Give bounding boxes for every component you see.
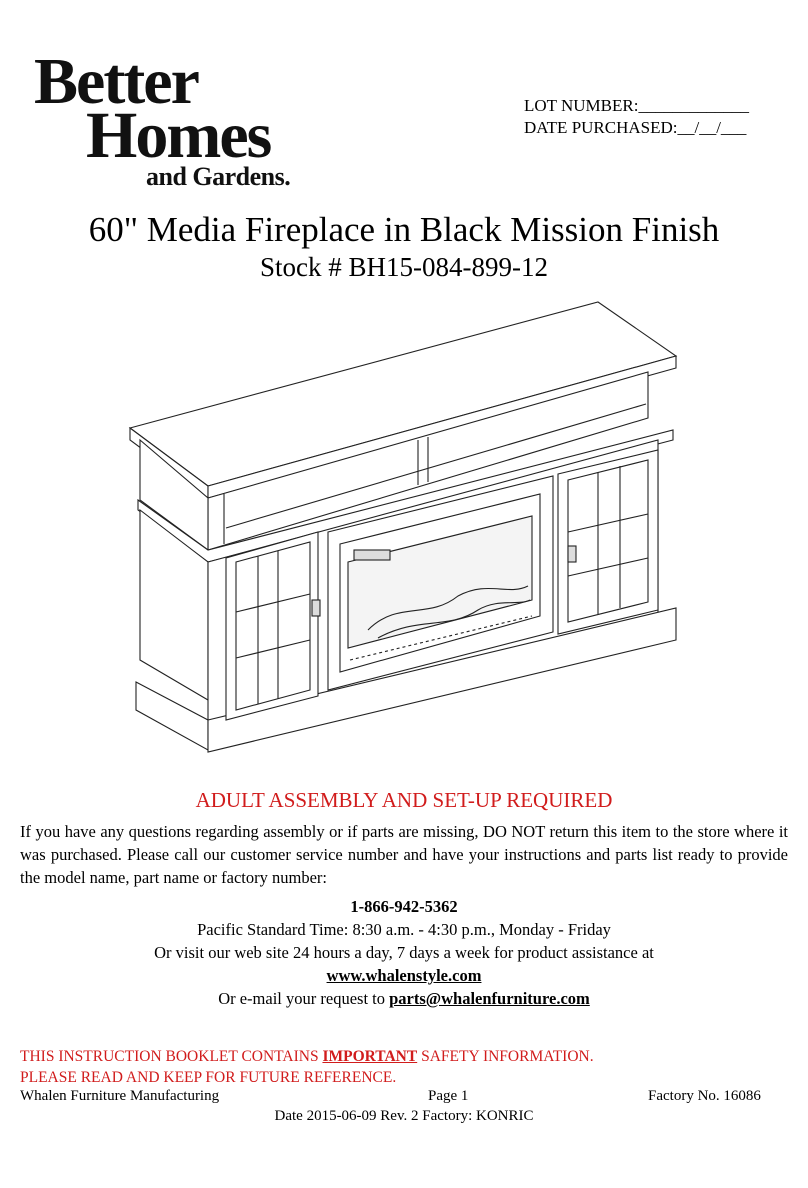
fireplace-illustration: [128, 300, 688, 760]
footer-date: Date 2015-06-09 Rev. 2 Factory: KONRIC: [274, 1108, 534, 1124]
footer-page: Page 1: [428, 1088, 469, 1104]
warning-emphasis: IMPORTANT: [322, 1048, 418, 1065]
brand-logo: [28, 45, 318, 191]
intro-paragraph: If you have any questions regarding assembly or if parts are missing, DO NOT return this item to the store where it was purchased. Please call our customer service number and have your instructions and parts list ready to provide the model name, part name or factory number:: [20, 822, 788, 887]
warning-line-1-pre: THIS INSTRUCTION BOOKLET CONTAINS: [20, 1048, 323, 1065]
lot-number-field: LOT NUMBER:_____________: [524, 96, 749, 115]
logo-line-1: Better: [34, 45, 198, 118]
warning-line-1: [20, 1046, 594, 1067]
warning-line-2: PLEASE READ AND KEEP FOR FUTURE REFERENCE.: [20, 1069, 397, 1086]
product-title: 60" Media Fireplace in Black Mission Finish: [88, 210, 720, 249]
email-row: [0, 989, 808, 1009]
logo-line-2: Homes: [86, 99, 271, 172]
website-row: [0, 966, 808, 986]
stock-number: Stock # BH15-084-899-12: [260, 252, 548, 282]
warning-line-1-post: SAFETY INFORMATION.: [417, 1048, 594, 1065]
website-link[interactable]: www.whalenstyle.com: [326, 966, 482, 985]
lot-info: [524, 95, 749, 139]
footer-company: Whalen Furniture Manufacturing: [20, 1088, 220, 1104]
service-hours: Pacific Standard Time: 8:30 a.m. - 4:30 p.m., Monday - Friday: [197, 920, 611, 939]
logo-line-3: and Gardens.: [146, 162, 291, 191]
website-line: Or visit our web site 24 hours a day, 7 days a week for product assistance at: [154, 943, 654, 962]
date-purchased-field: DATE PURCHASED:__/__/___: [524, 118, 747, 137]
assembly-notice: ADULT ASSEMBLY AND SET-UP REQUIRED: [195, 788, 613, 812]
footer-factory-no: Factory No. 16086: [648, 1088, 761, 1104]
safety-warning: [20, 1046, 594, 1088]
phone-number: 1-866-942-5362: [350, 897, 458, 916]
email-prefix: Or e-mail your request to: [218, 989, 385, 1008]
email-link[interactable]: parts@whalenfurniture.com: [389, 989, 590, 1008]
